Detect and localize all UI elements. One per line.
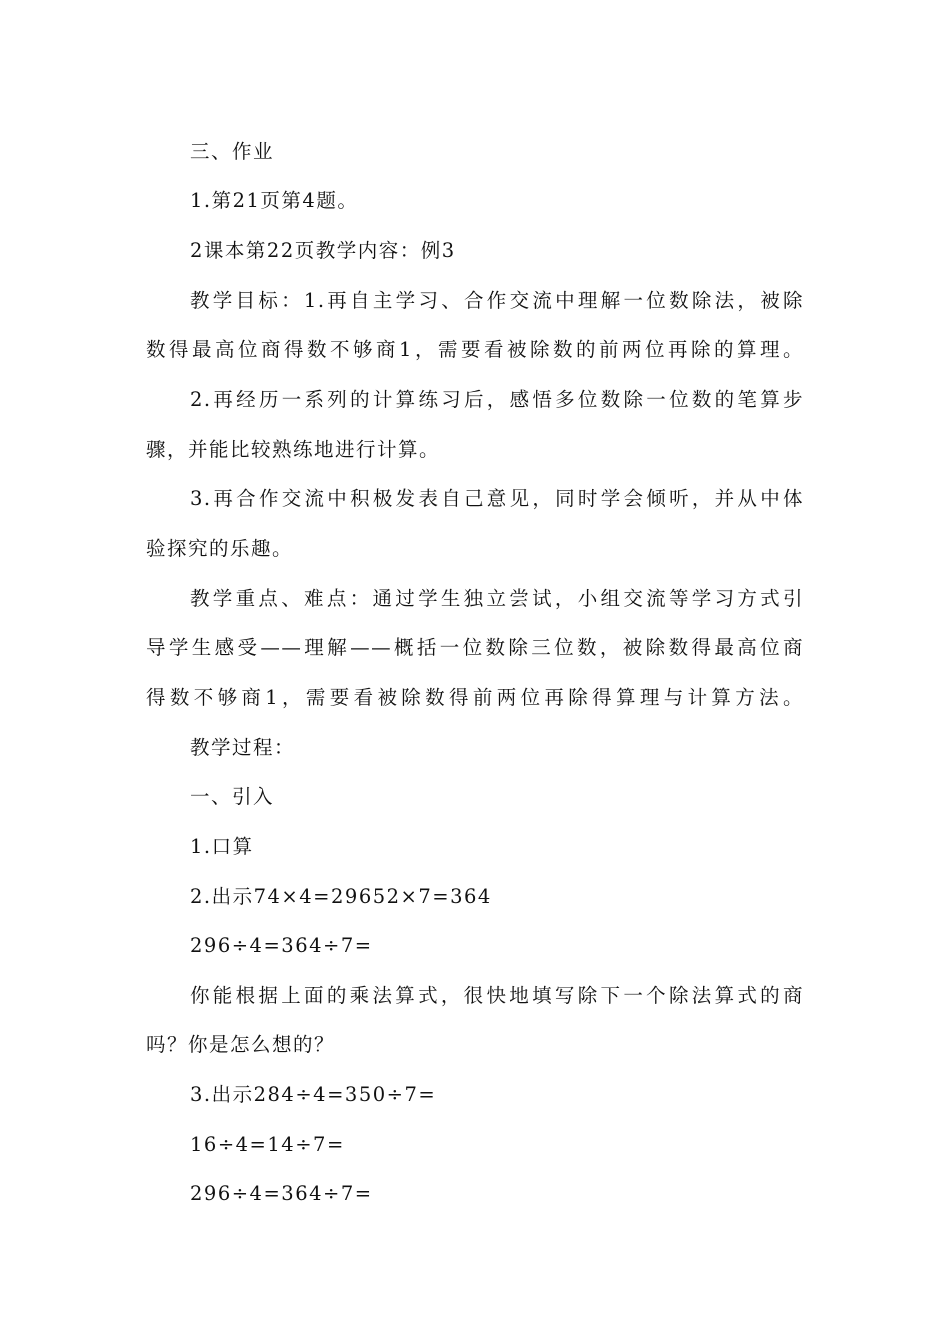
process-heading: 教学过程： (190, 736, 296, 759)
intro-item-3: 3.出示284÷4=350÷7= (190, 1083, 437, 1106)
key-points-line-2: 导学生感受——理解——概括一位数除三位数，被除数得最高位商 (146, 636, 804, 659)
objectives-line-2: 数得最高位商得数不够商1，需要看被除数的前两位再除的算理。 (146, 338, 804, 361)
question-line-1: 你能根据上面的乘法算式，很快地填写除下一个除法算式的商 (190, 984, 804, 1007)
objective-2-line-1: 2.再经历一系列的计算练习后，感悟多位数除一位数的笔算步 (190, 388, 804, 411)
question-line-2: 吗？你是怎么想的？ (146, 1033, 336, 1056)
lesson-content: 2课本第22页教学内容：例3 (190, 239, 456, 262)
objective-2-line-2: 骤，并能比较熟练地进行计算。 (146, 438, 441, 461)
objective-3-line-2: 验探究的乐趣。 (146, 537, 294, 560)
division-equations-2: 16÷4=14÷7= (190, 1133, 345, 1156)
section-heading-homework: 三、作业 (190, 140, 275, 163)
intro-item-1: 1.口算 (190, 835, 254, 858)
objectives-line-1: 教学目标：1.再自主学习、合作交流中理解一位数除法，被除 (190, 289, 804, 312)
homework-item-1: 1.第21页第4题。 (190, 189, 359, 212)
section-heading-intro: 一、引入 (190, 785, 275, 808)
objective-3-line-1: 3.再合作交流中积极发表自己意见，同时学会倾听，并从中体 (190, 487, 804, 510)
division-equations-1: 296÷4=364÷7= (190, 934, 373, 957)
key-points-line-1: 教学重点、难点：通过学生独立尝试，小组交流等学习方式引 (190, 587, 804, 610)
key-points-line-3: 得数不够商1，需要看被除数得前两位再除得算理与计算方法。 (146, 686, 804, 709)
division-equations-3: 296÷4=364÷7= (190, 1182, 373, 1205)
intro-item-2: 2.出示74×4=29652×7=364 (190, 885, 492, 908)
